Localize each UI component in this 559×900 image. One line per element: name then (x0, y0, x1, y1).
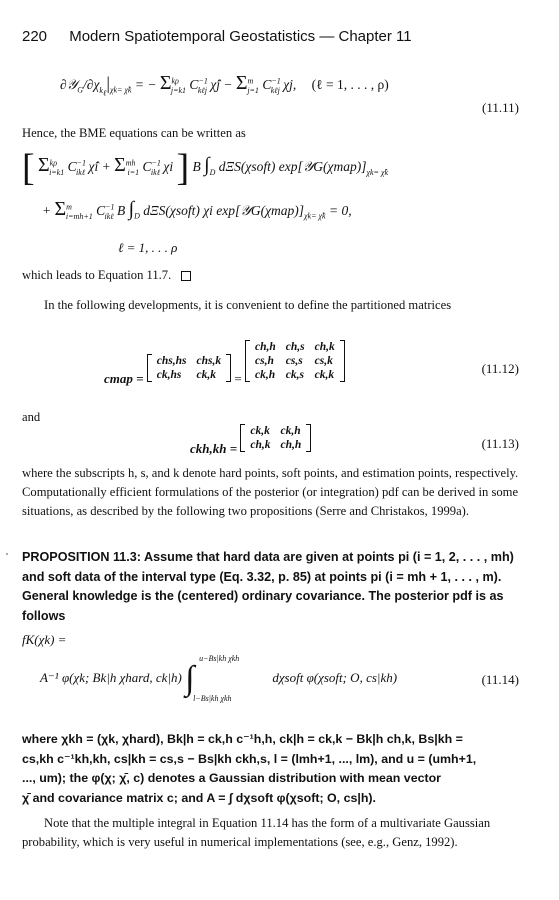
matrix-c-map-3x3-cell: ck,h (254, 369, 276, 381)
equation-11-14-lhs: fK(χk) = (22, 632, 67, 647)
matrix-ckh-cell: ch,k (250, 439, 271, 451)
matrix-ckh-cell: ch,h (280, 439, 302, 451)
running-title: Modern Spatiotemporal Geostatistics — Chapter 11 (69, 28, 412, 45)
matrix-c-map-2x2-cell: ck,hs (156, 369, 182, 381)
proposition-body: Assume that hard data are given at points pi (i = 1, 2, . . . , mh) and soft data of the interval type (Eq. 3.32, p. 85) at points pi (i = mh + 1, . . . , m). General knowledge is the (centered) ordinary covariance. The posterior pdf is as follows (22, 550, 514, 623)
matrix-c-map-3x3-cell: ck,s (285, 369, 304, 381)
margin-mark (6, 553, 8, 555)
matrix-c-map-3x3 (245, 340, 345, 382)
matrix-ckh-cell: ck,k (250, 425, 270, 437)
bme-intro-text: Hence, the BME equations can be written as (22, 126, 246, 140)
paragraph-subscripts: where the subscripts h, s, and k denote hard points, soft points, and estimation points, respectively. Computationally efficient formulations of the posterior (or integration) pdf can be derived in some situations, as described by the following two propositions (Serre and Christakos, 1999a). (22, 466, 519, 518)
matrix-c-map-3x3-cell: ch,k (314, 341, 335, 353)
equation-number-11-14: (11.14) (481, 672, 519, 687)
running-header (22, 28, 412, 45)
page-number: 220 (22, 28, 48, 45)
matrix-c-map-3x3-row (250, 354, 340, 368)
bme-equation-line-3: ℓ = 1, . . . ρ (118, 240, 178, 255)
equation-11-14: A⁻¹ φ(χk; Bk|h χhard, ck|h) ∫ u−Bs|kh χkh l−Bs|kh χkh dχsoft φ(χsoft; O, cs|kh) (40, 654, 398, 703)
matrix-c-map-3x3-row (250, 368, 340, 382)
bme-equation-line-2: + $\Sigma^m_{i=mh+1}$ $C^{-1}_{ik\ell}$ B $\int_D$ dΞS(χsoft) χi $\exp[𝒴G(\chi map)]_{\chi k= \chîk} = 0$, (42, 198, 352, 221)
matrix-c-map-3x3-cell: cs,k (314, 355, 333, 367)
matrix-c-map-3x3-cell: cs,s (285, 355, 303, 367)
matrix-c-map-3x3-cell: ck,k (314, 369, 335, 381)
matrix-ckh-row (245, 424, 306, 438)
matrix-c-map-2x2-row (152, 368, 226, 382)
proposition-11-3 (22, 548, 537, 626)
equation-number-11-12: (11.12) (481, 361, 519, 376)
equation-11-12: cmap = chs,hs chs,k ck,hs ck,k = ch,h ch,s ch,k cs,h cs,s cs,k ck,h ck,s ck,k (104, 340, 345, 387)
matrix-ckh-2x2 (240, 424, 311, 452)
matrix-c-map-3x3-cell: cs,h (254, 355, 274, 367)
matrix-c-map-2x2-cell: ck,k (196, 369, 217, 381)
proposition-label: PROPOSITION 11.3: (22, 550, 141, 564)
matrix-c-map-3x3-row (250, 340, 340, 354)
paragraph-note: Note that the multiple integral in Equation 11.14 has the form of a multivariate Gaussian probability, which is very useful in numerical implementations (see, e.g., Genz, 1992). (22, 816, 491, 849)
qed-square-icon (181, 271, 191, 281)
matrix-c-map-2x2-cell: chs,k (196, 355, 222, 367)
matrix-c-map-3x3-cell: ch,s (285, 341, 305, 353)
equation-11-11: $\partial 𝒴_G/\partial\chi_{k_\ell}|_{\chi k= \chîk}$ = − $\Sigma^{k\rho}_{j=k1}$ $C^{-1}_{k\ell j}$ χ̂j − $\Sigma^m_{j=1}$ $C^{-1}_{k\ell j}$ χj, (ℓ = 1, . . . , ρ) (60, 72, 389, 98)
bme-equation-line-1: [ $\Sigma^{k\rho}_{i=k1}$ $C^{-1}_{ik\ell}$ χ̂i + $\Sigma^{mh}_{i=1}$ $C^{-1}_{ik\ell}$ χi ] B $\int_D$ dΞS(χsoft) $\exp[𝒴G(\chi map)]_{\chi k= \chîk}$ (22, 147, 389, 189)
matrix-c-map-2x2-row (152, 354, 226, 368)
matrix-c-map-2x2-cell: chs,hs (156, 355, 187, 367)
paragraph-partitioned-matrices: In the following developments, it is convenient to define the partitioned matrices (44, 298, 452, 312)
matrix-c-map-2x2 (147, 354, 231, 382)
and-text: and (22, 410, 41, 424)
equation-number-11-11: (11.11) (482, 100, 519, 115)
matrix-ckh-row (245, 438, 306, 452)
equation-11-13: ckh,kh = ck,k ck,h ch,k ch,h (190, 424, 311, 457)
where-definitions: where χkh = (χk, χhard), Bk|h = ck,h c⁻¹h,h, ck|h = ck,k − Bk|h ch,k, Bs|kh = cs,kh c⁻¹kh,kh, cs|kh = cs,s − Bs|kh ckh,s, l = (lmh+1, ..., lm), and u = (umh+1, ..., um); the φ(χ; χ̄, c) denotes a Gaussian distribution with mean vector χ̄ and covariance matrix c; and A = ∫ dχsoft φ(χsoft; O, cs|h). (22, 732, 477, 805)
leads-to-line: which leads to Equation 11.7. (22, 266, 537, 285)
equation-number-11-13: (11.13) (481, 436, 519, 451)
matrix-ckh-cell: ck,h (280, 425, 301, 437)
matrix-c-map-3x3-cell: ch,h (254, 341, 276, 353)
